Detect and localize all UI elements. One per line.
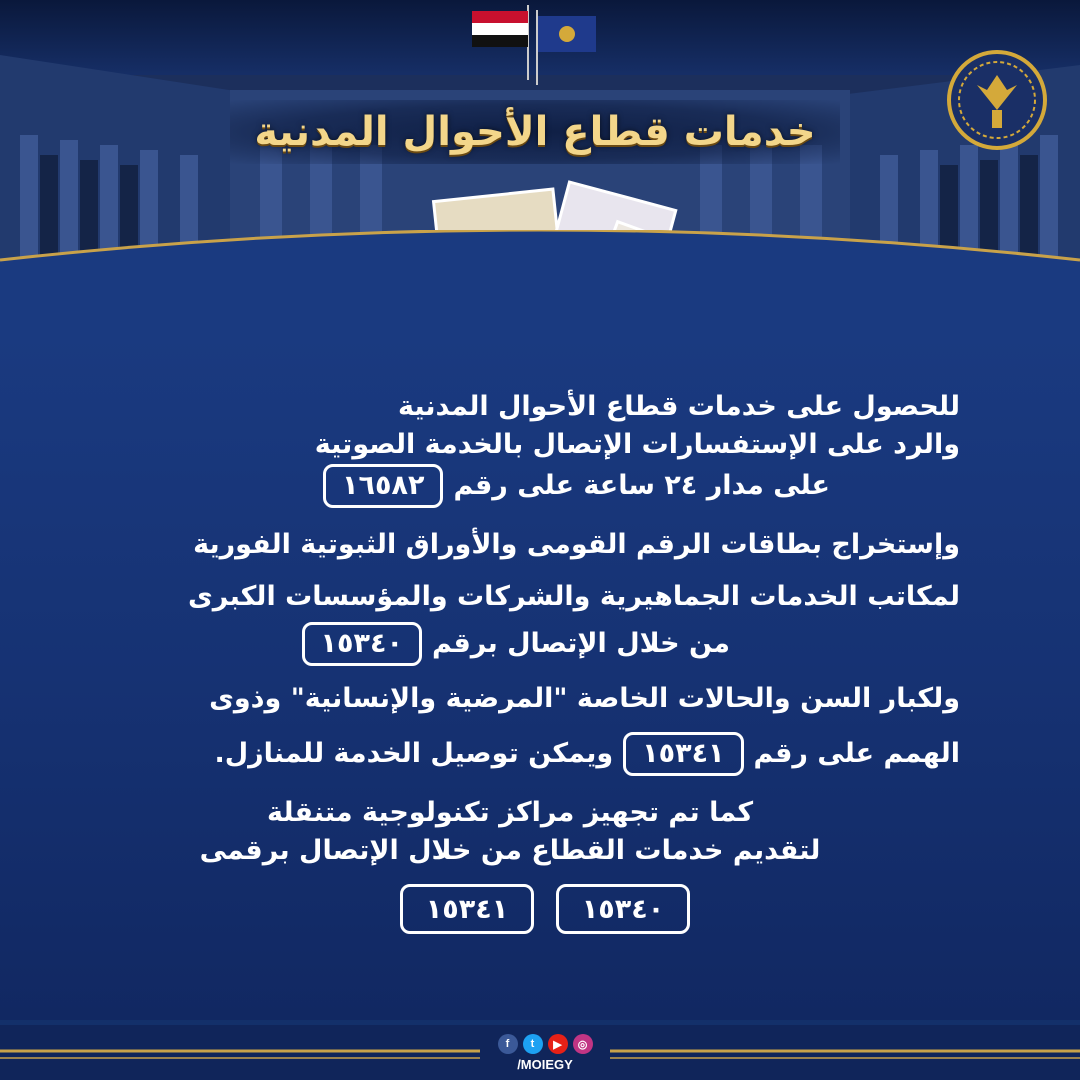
egypt-flag (470, 5, 530, 80)
section3-line1: ولكبار السن والحالات الخاصة "المرضية والإنسانية" وذوى (209, 683, 960, 714)
hotline-pair (400, 884, 690, 940)
hotline-15340: ١٥٣٤٠ (302, 622, 422, 666)
hotline-box-15341: ١٥٣٤١ (400, 884, 534, 934)
social-icons (490, 1034, 600, 1054)
section2-line1: وإستخراج بطاقات الرقم القومى والأوراق الثبوتية الفورية (193, 529, 960, 560)
section4-line1: كما تم تجهيز مراكز تكنولوجية متنقلة (266, 797, 754, 828)
page-title: خدمات قطاع الأحوال المدنية (254, 109, 816, 155)
section4-line2: لتقديم خدمات القطاع من خلال الإتصال برقمى (199, 835, 821, 866)
section1-line1: للحصول على خدمات قطاع الأحوال المدنية (397, 391, 960, 422)
section1-line3: على مدار ٢٤ ساعة على رقم ١٦٥٨٢ (60, 464, 960, 508)
instagram-icon[interactable]: ◎ (573, 1034, 593, 1054)
youtube-icon[interactable]: ▶ (548, 1034, 568, 1054)
hotline-16582: ١٦٥٨٢ (323, 464, 443, 508)
social-handle[interactable]: /MOIEGY (517, 1057, 573, 1072)
facebook-icon[interactable]: f (498, 1034, 518, 1054)
content-text (60, 388, 960, 870)
police-emblem-icon (932, 50, 1062, 150)
section1-line2: والرد على الإستفسارات الإتصال بالخدمة الصوتية (314, 429, 960, 460)
section2-line2: لمكاتب الخدمات الجماهيرية والشركات والمؤسسات الكبرى (188, 581, 960, 612)
section3-line2: الهمم على رقم ١٥٣٤١ ويمكن توصيل الخدمة للمنازل. (60, 732, 960, 776)
title-banner (230, 100, 840, 164)
hotline-15341: ١٥٣٤١ (623, 732, 743, 776)
twitter-icon[interactable]: t (523, 1034, 543, 1054)
police-flag (535, 10, 600, 85)
hotline-box-15340: ١٥٣٤٠ (556, 884, 690, 934)
section2-line3: من خلال الإتصال برقم ١٥٣٤٠ (60, 622, 960, 666)
